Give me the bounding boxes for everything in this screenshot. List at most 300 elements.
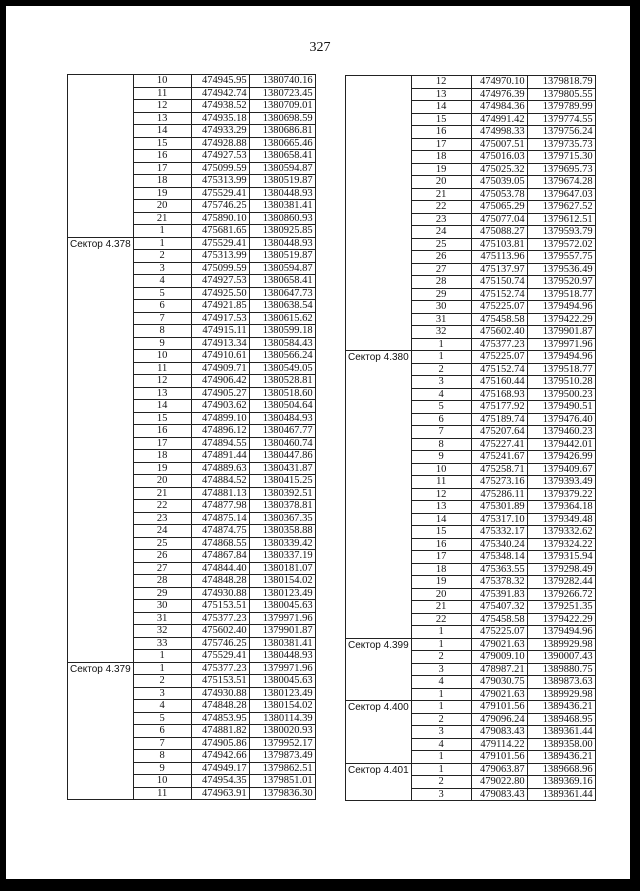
x-coordinate: 474917.53 — [191, 312, 249, 325]
point-number: 23 — [411, 213, 471, 226]
y-coordinate: 1379500.23 — [527, 388, 595, 401]
x-coordinate: 475053.78 — [471, 188, 527, 201]
sector-label: Сектор 4.378 — [68, 237, 134, 662]
point-number: 11 — [133, 362, 191, 375]
y-coordinate: 1380647.73 — [249, 287, 315, 300]
x-coordinate: 474899.10 — [191, 412, 249, 425]
point-number: 14 — [133, 400, 191, 413]
y-coordinate: 1380599.18 — [249, 325, 315, 338]
x-coordinate: 474913.34 — [191, 337, 249, 350]
x-coordinate: 478987.21 — [471, 663, 527, 676]
y-coordinate: 1380658.41 — [249, 150, 315, 163]
x-coordinate: 474884.52 — [191, 475, 249, 488]
y-coordinate: 1379862.51 — [249, 762, 315, 775]
x-coordinate: 479030.75 — [471, 676, 527, 689]
x-coordinate: 475225.07 — [471, 351, 527, 364]
y-coordinate: 1380447.86 — [249, 450, 315, 463]
y-coordinate: 1380594.87 — [249, 262, 315, 275]
x-coordinate: 475602.40 — [191, 625, 249, 638]
y-coordinate: 1379971.96 — [249, 612, 315, 625]
y-coordinate: 1389929.98 — [527, 638, 595, 651]
x-coordinate: 475241.67 — [471, 451, 527, 464]
point-number: 32 — [411, 326, 471, 339]
x-coordinate: 474921.85 — [191, 300, 249, 313]
x-coordinate: 475681.65 — [191, 225, 249, 238]
x-coordinate: 475258.71 — [471, 463, 527, 476]
point-number: 17 — [133, 162, 191, 175]
x-coordinate: 475391.83 — [471, 588, 527, 601]
y-coordinate: 1379805.55 — [527, 88, 595, 101]
x-coordinate: 475602.40 — [471, 326, 527, 339]
point-number: 19 — [411, 163, 471, 176]
point-number: 17 — [411, 138, 471, 151]
y-coordinate: 1379971.96 — [527, 338, 595, 351]
x-coordinate: 474945.95 — [191, 75, 249, 88]
x-coordinate: 474867.84 — [191, 550, 249, 563]
x-coordinate: 475099.59 — [191, 262, 249, 275]
point-number: 18 — [133, 175, 191, 188]
point-number: 2 — [133, 675, 191, 688]
y-coordinate: 1380358.88 — [249, 525, 315, 538]
x-coordinate: 475189.74 — [471, 413, 527, 426]
x-coordinate: 474954.35 — [191, 775, 249, 788]
point-number: 16 — [411, 126, 471, 139]
y-coordinate: 1379695.73 — [527, 163, 595, 176]
x-coordinate: 475025.32 — [471, 163, 527, 176]
point-number: 14 — [411, 513, 471, 526]
x-coordinate: 474875.14 — [191, 512, 249, 525]
x-coordinate: 479096.24 — [471, 713, 527, 726]
point-number: 11 — [133, 787, 191, 800]
y-coordinate: 1379518.77 — [527, 288, 595, 301]
x-coordinate: 474925.50 — [191, 287, 249, 300]
y-coordinate: 1379557.75 — [527, 251, 595, 264]
y-coordinate: 1380686.81 — [249, 125, 315, 138]
y-coordinate: 1389436.21 — [527, 701, 595, 714]
table-row — [346, 638, 596, 651]
point-number: 2 — [411, 776, 471, 789]
x-coordinate: 475225.07 — [471, 301, 527, 314]
y-coordinate: 1380460.74 — [249, 437, 315, 450]
y-coordinate: 1380045.63 — [249, 600, 315, 613]
point-number: 1 — [411, 688, 471, 701]
point-number: 22 — [411, 201, 471, 214]
y-coordinate: 1380584.43 — [249, 337, 315, 350]
point-number: 16 — [411, 538, 471, 551]
point-number: 14 — [133, 125, 191, 138]
point-number: 26 — [411, 251, 471, 264]
point-number: 13 — [411, 501, 471, 514]
point-number: 2 — [411, 363, 471, 376]
point-number: 1 — [133, 225, 191, 238]
x-coordinate: 474933.29 — [191, 125, 249, 138]
y-coordinate: 1380504.64 — [249, 400, 315, 413]
y-coordinate: 1380615.62 — [249, 312, 315, 325]
y-coordinate: 1380381.41 — [249, 200, 315, 213]
point-number: 15 — [133, 137, 191, 150]
point-number: 10 — [411, 463, 471, 476]
y-coordinate: 1380519.87 — [249, 175, 315, 188]
point-number: 13 — [133, 112, 191, 125]
x-coordinate: 475103.81 — [471, 238, 527, 251]
point-number: 19 — [411, 576, 471, 589]
y-coordinate: 1389436.21 — [527, 751, 595, 764]
x-coordinate: 474905.27 — [191, 387, 249, 400]
point-number: 20 — [133, 475, 191, 488]
y-coordinate: 1379494.96 — [527, 626, 595, 639]
point-number: 20 — [411, 588, 471, 601]
y-coordinate: 1389668.96 — [527, 763, 595, 776]
point-number: 13 — [411, 88, 471, 101]
point-number: 25 — [133, 537, 191, 550]
x-coordinate: 475377.23 — [471, 338, 527, 351]
point-number: 3 — [411, 376, 471, 389]
y-coordinate: 1379324.22 — [527, 538, 595, 551]
sector-label: Сектор 4.380 — [346, 351, 412, 639]
point-number: 3 — [133, 262, 191, 275]
y-coordinate: 1379298.49 — [527, 563, 595, 576]
x-coordinate: 479083.43 — [471, 788, 527, 801]
x-coordinate: 475153.51 — [191, 600, 249, 613]
y-coordinate: 1379490.51 — [527, 401, 595, 414]
y-coordinate: 1380518.60 — [249, 387, 315, 400]
y-coordinate: 1389468.95 — [527, 713, 595, 726]
point-number: 21 — [411, 188, 471, 201]
x-coordinate: 479021.63 — [471, 688, 527, 701]
y-coordinate: 1380448.93 — [249, 187, 315, 200]
y-coordinate: 1380448.93 — [249, 650, 315, 663]
x-coordinate: 474930.88 — [191, 687, 249, 700]
point-number: 5 — [411, 401, 471, 414]
table-row — [346, 701, 596, 714]
point-number: 3 — [411, 788, 471, 801]
point-number: 25 — [411, 238, 471, 251]
y-coordinate: 1380519.87 — [249, 250, 315, 263]
y-coordinate: 1379901.87 — [249, 625, 315, 638]
point-number: 5 — [133, 712, 191, 725]
y-coordinate: 1380337.19 — [249, 550, 315, 563]
y-coordinate: 1380123.49 — [249, 587, 315, 600]
point-number: 4 — [133, 275, 191, 288]
y-coordinate: 1380566.24 — [249, 350, 315, 363]
x-coordinate: 474905.86 — [191, 737, 249, 750]
y-coordinate: 1380381.41 — [249, 637, 315, 650]
x-coordinate: 479021.63 — [471, 638, 527, 651]
point-number: 9 — [133, 762, 191, 775]
point-number: 7 — [133, 312, 191, 325]
sector-label: Сектор 4.379 — [68, 662, 134, 800]
y-coordinate: 1379422.29 — [527, 613, 595, 626]
y-coordinate: 1380594.87 — [249, 162, 315, 175]
y-coordinate: 1389873.63 — [527, 676, 595, 689]
x-coordinate: 475207.64 — [471, 426, 527, 439]
y-coordinate: 1379393.49 — [527, 476, 595, 489]
table-row — [346, 351, 596, 364]
point-number: 4 — [411, 676, 471, 689]
x-coordinate: 475227.41 — [471, 438, 527, 451]
point-number: 7 — [133, 737, 191, 750]
x-coordinate: 475340.24 — [471, 538, 527, 551]
point-number: 6 — [133, 300, 191, 313]
x-coordinate: 479101.56 — [471, 751, 527, 764]
point-number: 5 — [133, 287, 191, 300]
point-number: 1 — [133, 650, 191, 663]
point-number: 1 — [133, 237, 191, 250]
x-coordinate: 474881.13 — [191, 487, 249, 500]
point-number: 22 — [133, 500, 191, 513]
point-number: 21 — [133, 487, 191, 500]
table-row — [346, 763, 596, 776]
x-coordinate: 479083.43 — [471, 726, 527, 739]
point-number: 12 — [411, 488, 471, 501]
point-number: 21 — [133, 212, 191, 225]
y-coordinate: 1379774.55 — [527, 113, 595, 126]
y-coordinate: 1379510.28 — [527, 376, 595, 389]
y-coordinate: 1379476.40 — [527, 413, 595, 426]
point-number: 33 — [133, 637, 191, 650]
point-number: 3 — [133, 687, 191, 700]
y-coordinate: 1380528.81 — [249, 375, 315, 388]
x-coordinate: 475301.89 — [471, 501, 527, 514]
x-coordinate: 475313.99 — [191, 250, 249, 263]
point-number: 4 — [133, 700, 191, 713]
x-coordinate: 474949.17 — [191, 762, 249, 775]
y-coordinate: 1379627.52 — [527, 201, 595, 214]
point-number: 4 — [411, 388, 471, 401]
point-number: 9 — [411, 451, 471, 464]
point-number: 1 — [133, 662, 191, 675]
x-coordinate: 475065.29 — [471, 201, 527, 214]
y-coordinate: 1379593.79 — [527, 226, 595, 239]
x-coordinate: 475407.32 — [471, 601, 527, 614]
y-coordinate: 1379674.28 — [527, 176, 595, 189]
x-coordinate: 475363.55 — [471, 563, 527, 576]
y-coordinate: 1379612.51 — [527, 213, 595, 226]
x-coordinate: 475273.16 — [471, 476, 527, 489]
y-coordinate: 1380484.93 — [249, 412, 315, 425]
y-coordinate: 1379715.30 — [527, 151, 595, 164]
point-number: 9 — [133, 337, 191, 350]
x-coordinate: 474928.88 — [191, 137, 249, 150]
x-coordinate: 475332.17 — [471, 526, 527, 539]
point-number: 11 — [411, 476, 471, 489]
point-number: 19 — [133, 187, 191, 200]
y-coordinate: 1380665.46 — [249, 137, 315, 150]
sector-label: Сектор 4.400 — [346, 701, 412, 764]
y-coordinate: 1380339.42 — [249, 537, 315, 550]
y-coordinate: 1389361.44 — [527, 726, 595, 739]
y-coordinate: 1380431.87 — [249, 462, 315, 475]
point-number: 4 — [411, 738, 471, 751]
y-coordinate: 1379364.18 — [527, 501, 595, 514]
x-coordinate: 474894.55 — [191, 437, 249, 450]
y-coordinate: 1379494.96 — [527, 351, 595, 364]
x-coordinate: 475007.51 — [471, 138, 527, 151]
point-number: 15 — [411, 526, 471, 539]
y-coordinate: 1380045.63 — [249, 675, 315, 688]
y-coordinate: 1380392.51 — [249, 487, 315, 500]
point-number: 32 — [133, 625, 191, 638]
y-coordinate: 1379422.29 — [527, 313, 595, 326]
y-coordinate: 1380181.07 — [249, 562, 315, 575]
y-coordinate: 1379282.44 — [527, 576, 595, 589]
x-coordinate: 474853.95 — [191, 712, 249, 725]
y-coordinate: 1379494.96 — [527, 301, 595, 314]
point-number: 12 — [411, 76, 471, 89]
point-number: 17 — [133, 437, 191, 450]
x-coordinate: 474963.91 — [191, 787, 249, 800]
x-coordinate: 474991.42 — [471, 113, 527, 126]
y-coordinate: 1379251.35 — [527, 601, 595, 614]
y-coordinate: 1379409.67 — [527, 463, 595, 476]
point-number: 19 — [133, 462, 191, 475]
x-coordinate: 474891.44 — [191, 450, 249, 463]
x-coordinate: 474998.33 — [471, 126, 527, 139]
y-coordinate: 1389358.00 — [527, 738, 595, 751]
point-number: 10 — [133, 75, 191, 88]
x-coordinate: 475225.07 — [471, 626, 527, 639]
y-coordinate: 1379520.97 — [527, 276, 595, 289]
x-coordinate: 474896.12 — [191, 425, 249, 438]
point-number: 2 — [133, 250, 191, 263]
scan-border-bottom — [0, 879, 640, 891]
point-number: 1 — [411, 701, 471, 714]
point-number: 28 — [133, 575, 191, 588]
y-coordinate: 1379442.01 — [527, 438, 595, 451]
x-coordinate: 474942.74 — [191, 87, 249, 100]
x-coordinate: 474848.28 — [191, 700, 249, 713]
point-number: 1 — [411, 351, 471, 364]
point-number: 6 — [133, 725, 191, 738]
x-coordinate: 474848.28 — [191, 575, 249, 588]
y-coordinate: 1380378.81 — [249, 500, 315, 513]
point-number: 7 — [411, 426, 471, 439]
x-coordinate: 475313.99 — [191, 175, 249, 188]
page-number: 327 — [309, 40, 331, 55]
point-number: 24 — [411, 226, 471, 239]
x-coordinate: 475099.59 — [191, 162, 249, 175]
x-coordinate: 474935.18 — [191, 112, 249, 125]
point-number: 14 — [411, 101, 471, 114]
point-number: 1 — [411, 751, 471, 764]
y-coordinate: 1380740.16 — [249, 75, 315, 88]
y-coordinate: 1379836.30 — [249, 787, 315, 800]
x-coordinate: 475152.74 — [471, 363, 527, 376]
point-number: 12 — [133, 375, 191, 388]
table-row — [68, 237, 316, 250]
y-coordinate: 1379349.48 — [527, 513, 595, 526]
point-number: 28 — [411, 276, 471, 289]
point-number: 16 — [133, 425, 191, 438]
x-coordinate: 475529.41 — [191, 237, 249, 250]
x-coordinate: 475458.58 — [471, 613, 527, 626]
scan-border-right — [630, 0, 640, 891]
point-number: 30 — [411, 301, 471, 314]
point-number: 15 — [411, 113, 471, 126]
point-number: 21 — [411, 601, 471, 614]
y-coordinate: 1380415.25 — [249, 475, 315, 488]
x-coordinate: 479101.56 — [471, 701, 527, 714]
y-coordinate: 1379873.49 — [249, 750, 315, 763]
point-number: 8 — [133, 325, 191, 338]
point-number: 27 — [411, 263, 471, 276]
y-coordinate: 1379952.17 — [249, 737, 315, 750]
x-coordinate: 474874.75 — [191, 525, 249, 538]
point-number: 2 — [411, 651, 471, 664]
x-coordinate: 475077.04 — [471, 213, 527, 226]
x-coordinate: 475286.11 — [471, 488, 527, 501]
x-coordinate: 474877.98 — [191, 500, 249, 513]
y-coordinate: 1389929.98 — [527, 688, 595, 701]
y-coordinate: 1379572.02 — [527, 238, 595, 251]
point-number: 11 — [133, 87, 191, 100]
y-coordinate: 1389880.75 — [527, 663, 595, 676]
y-coordinate: 1379647.03 — [527, 188, 595, 201]
y-coordinate: 1379735.73 — [527, 138, 595, 151]
point-number: 26 — [133, 550, 191, 563]
x-coordinate: 474930.88 — [191, 587, 249, 600]
x-coordinate: 474927.53 — [191, 150, 249, 163]
y-coordinate: 1379332.62 — [527, 526, 595, 539]
y-coordinate: 1380658.41 — [249, 275, 315, 288]
x-coordinate: 475890.10 — [191, 212, 249, 225]
y-coordinate: 1380638.54 — [249, 300, 315, 313]
y-coordinate: 1380367.35 — [249, 512, 315, 525]
x-coordinate: 474915.11 — [191, 325, 249, 338]
y-coordinate: 1379971.96 — [249, 662, 315, 675]
point-number: 3 — [411, 726, 471, 739]
x-coordinate: 475458.58 — [471, 313, 527, 326]
y-coordinate: 1380549.05 — [249, 362, 315, 375]
x-coordinate: 474942.66 — [191, 750, 249, 763]
point-number: 20 — [411, 176, 471, 189]
x-coordinate: 475088.27 — [471, 226, 527, 239]
x-coordinate: 475746.25 — [191, 637, 249, 650]
scan-border-top — [0, 0, 640, 6]
y-coordinate: 1379379.22 — [527, 488, 595, 501]
x-coordinate: 474927.53 — [191, 275, 249, 288]
x-coordinate: 475150.74 — [471, 276, 527, 289]
point-number: 10 — [133, 350, 191, 363]
x-coordinate: 474903.62 — [191, 400, 249, 413]
x-coordinate: 475529.41 — [191, 187, 249, 200]
sector-label — [68, 75, 134, 238]
y-coordinate: 1380154.02 — [249, 700, 315, 713]
x-coordinate: 475746.25 — [191, 200, 249, 213]
point-number: 3 — [411, 663, 471, 676]
y-coordinate: 1380154.02 — [249, 575, 315, 588]
x-coordinate: 475137.97 — [471, 263, 527, 276]
point-number: 1 — [411, 763, 471, 776]
point-number: 16 — [133, 150, 191, 163]
point-number: 6 — [411, 413, 471, 426]
x-coordinate: 475152.74 — [471, 288, 527, 301]
x-coordinate: 475317.10 — [471, 513, 527, 526]
y-coordinate: 1379266.72 — [527, 588, 595, 601]
point-number: 22 — [411, 613, 471, 626]
point-number: 24 — [133, 525, 191, 538]
y-coordinate: 1380925.85 — [249, 225, 315, 238]
point-number: 27 — [133, 562, 191, 575]
point-number: 17 — [411, 551, 471, 564]
x-coordinate: 474909.71 — [191, 362, 249, 375]
point-number: 1 — [411, 638, 471, 651]
x-coordinate: 474868.55 — [191, 537, 249, 550]
x-coordinate: 475377.23 — [191, 612, 249, 625]
x-coordinate: 474881.82 — [191, 725, 249, 738]
point-number: 18 — [133, 450, 191, 463]
x-coordinate: 474906.42 — [191, 375, 249, 388]
